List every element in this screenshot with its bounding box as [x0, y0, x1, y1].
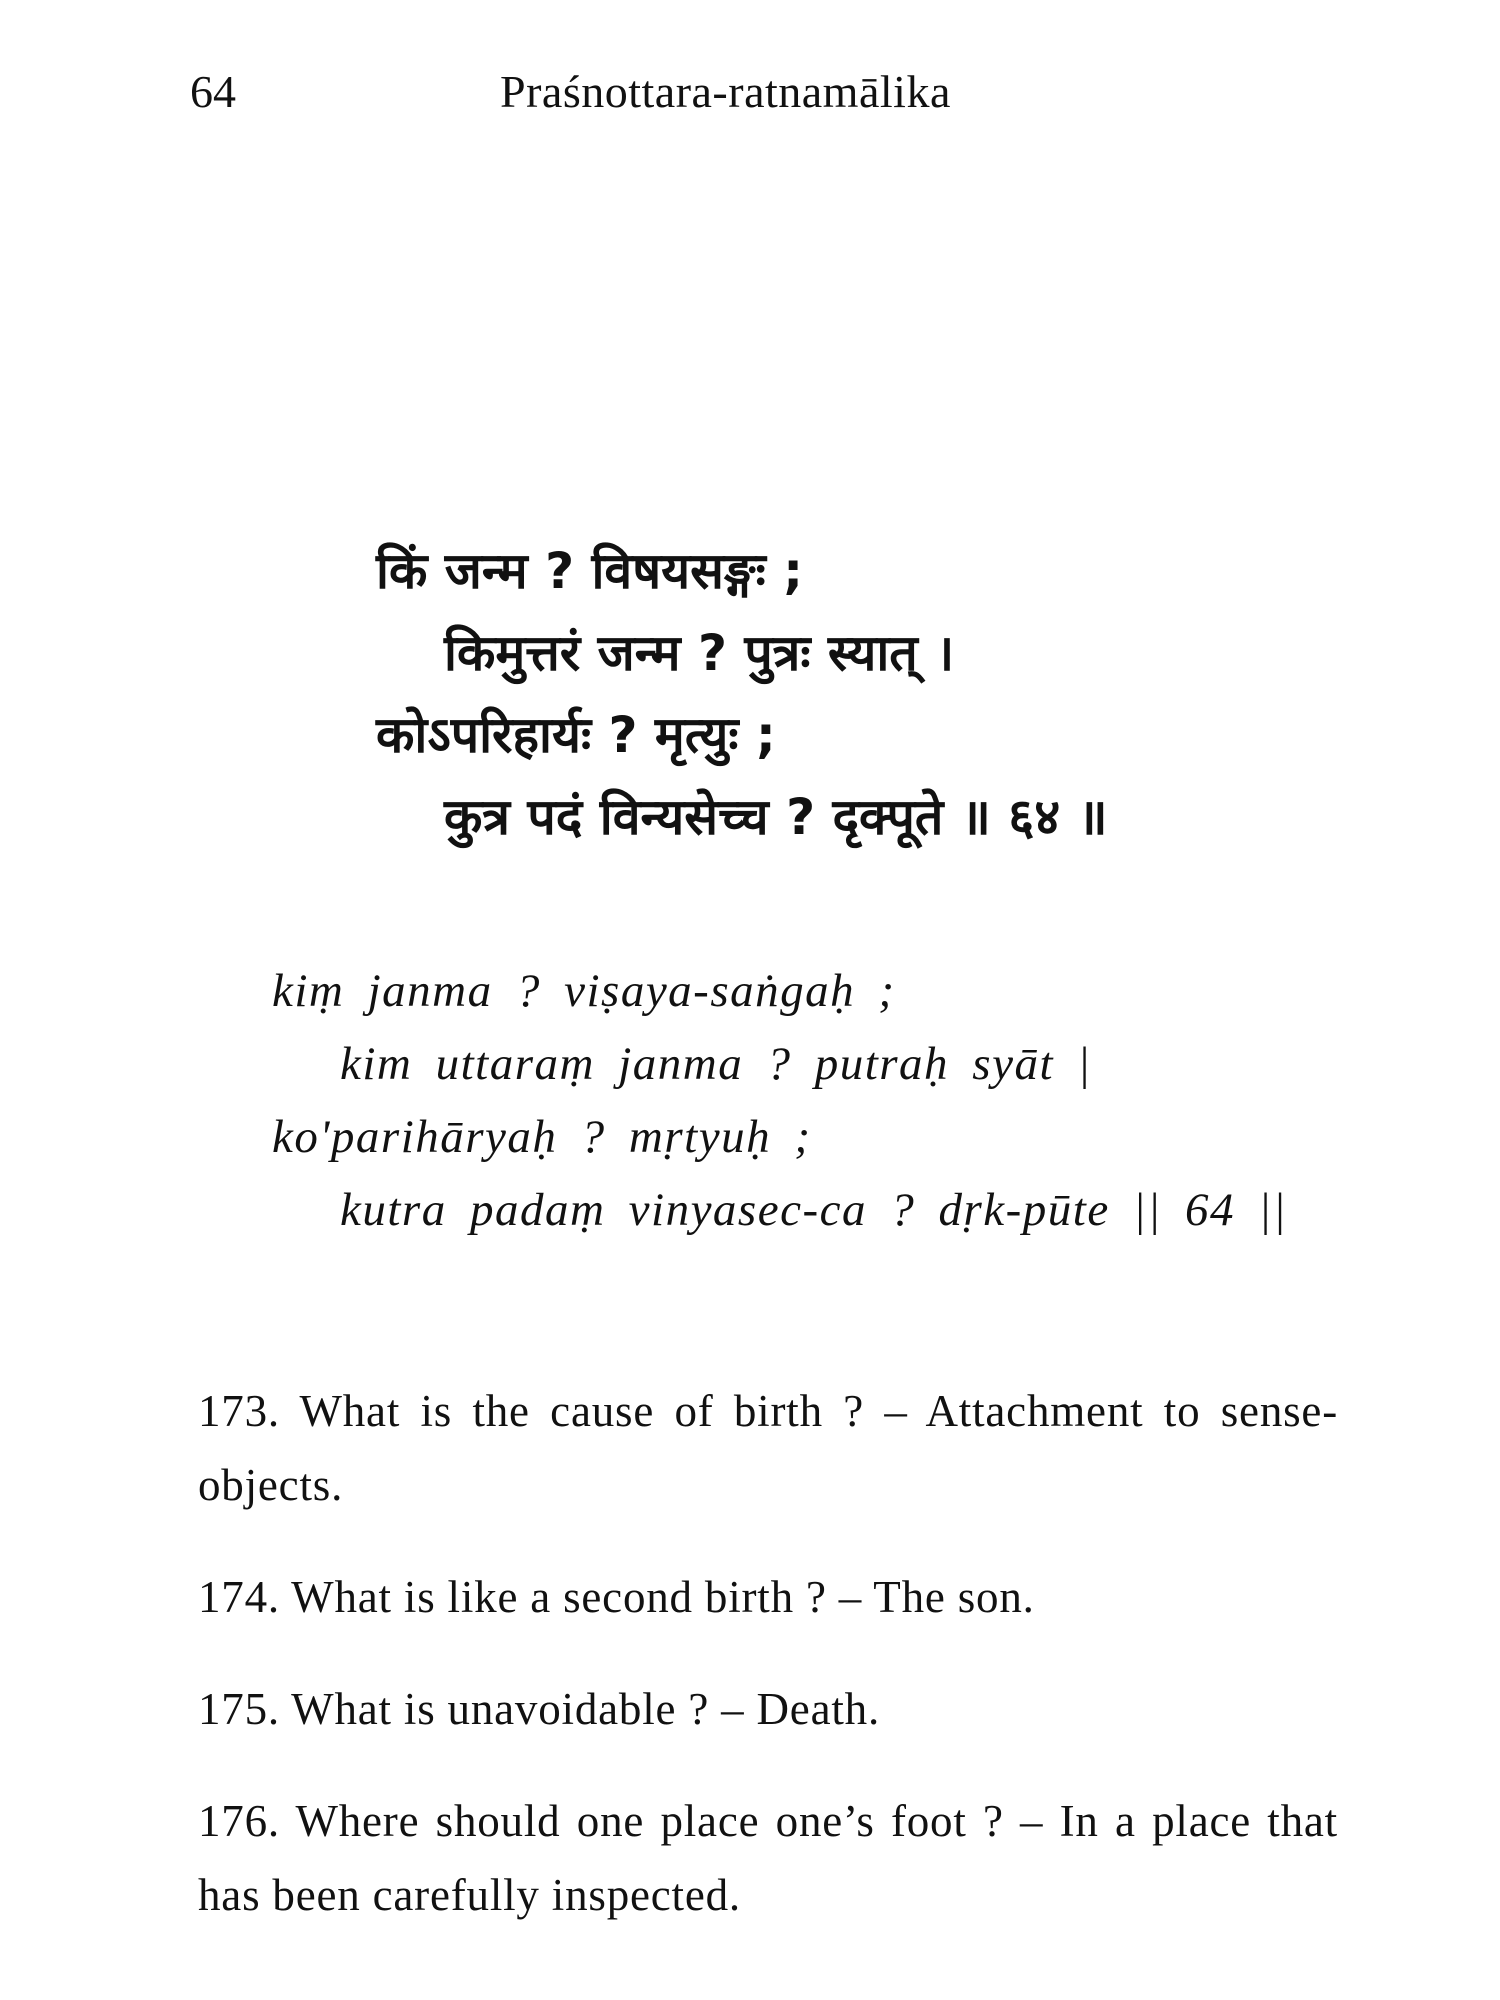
verse-line-3: कोऽपरिहार्यः ? मृत्युः ; [376, 706, 776, 764]
devanagari-verse [376, 530, 1376, 858]
translation-176: 176. Where should one place one’s foot ? – In a place that has been carefully inspected. [198, 1796, 1338, 1920]
transliteration-line-1: kiṃ janma ? viṣaya-saṅgaḥ ; [272, 965, 896, 1017]
verse-line-4: कुत्र पदं विन्यसेच्च ? दृक्पूते ॥ ६४ ॥ [444, 788, 1108, 846]
transliteration-line-4: kutra padaṃ vinyasec-ca ? dṛk-pūte || 64 || [340, 1184, 1288, 1236]
translation-174: 174. What is like a second birth ? – The son. [198, 1572, 1035, 1622]
verse-line-1: किं जन्म ? विषयसङ्गः ; [376, 542, 804, 600]
running-title: Praśnottara-ratnamālika [500, 66, 951, 117]
transliteration-line-3: ko'parihāryaḥ ? mṛtyuḥ ; [272, 1111, 812, 1163]
page-number: 64 [190, 66, 236, 117]
transliteration-verse [272, 955, 1372, 1247]
translation-173: 173. What is the cause of birth ? – Attachment to sense-objects. [198, 1386, 1338, 1510]
translation-175: 175. What is unavoidable ? – Death. [198, 1684, 880, 1734]
transliteration-line-2: kim uttaraṃ janma ? putraḥ syāt | [340, 1038, 1092, 1090]
translation-block [198, 1374, 1338, 1970]
verse-line-2: किमुत्तरं जन्म ? पुत्रः स्यात् । [444, 624, 955, 682]
